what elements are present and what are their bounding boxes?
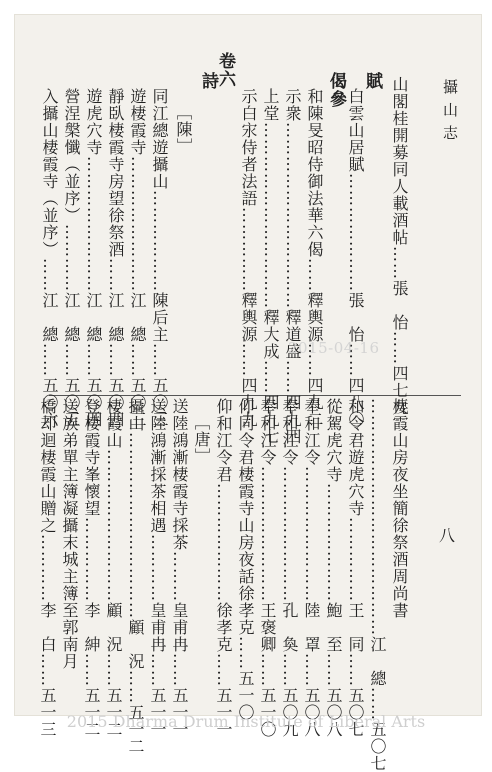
toc-line: 遊棲霞寺……………………江 總……五〇三: [128, 88, 147, 428]
date-watermark: 2015-04-16: [288, 339, 380, 357]
toc-line: 奉和江令……………………孔 奐……五〇九: [280, 398, 299, 738]
toc-line: 仰和江令君…………………徐孝克……五一一: [214, 398, 233, 738]
dynasty-label: ［陳］: [174, 104, 193, 155]
toc-line: 遊虎穴寺……………………江 總……五〇四: [84, 88, 103, 428]
toc-line: 白雲山居賦…………………張 怡……四八〇: [346, 88, 365, 428]
toc-line: 和令君遊虎穴寺……………王 同……五〇七: [346, 398, 365, 738]
toc-line: ……………………………………江 總……五〇七: [368, 398, 387, 772]
dynasty-label: ［唐］: [192, 414, 211, 465]
toc-line: 入攝山棲霞寺（並序）……江 總……五〇六: [40, 88, 59, 428]
toc-line: 棲霞山房夜坐簡徐祭酒周尚書: [390, 398, 409, 619]
page-number: 八: [439, 526, 456, 545]
toc-line: 送族弟單主簿凝攝末城主簿至郭南月: [60, 398, 79, 670]
toc-line: 靜臥棲霞寺房望徐祭酒……江 總……五〇四: [106, 88, 125, 428]
section-heading-jican: 偈參: [326, 72, 346, 108]
toc-line: 示衆……………………………釋道盛……四九四: [283, 88, 302, 445]
section-heading-fu: 賦: [362, 72, 382, 90]
toc-line: 營涅槃懺（並序）…………江 總……五〇五: [62, 88, 81, 428]
toc-line: 奉和江令……………………陸 罩……五〇八: [302, 398, 321, 738]
toc-line: 橋却迴棲霞山贈之…………李 白……五一三: [38, 398, 57, 738]
toc-line: 登棲霞寺峯懷望……………李 紳……五一二: [82, 398, 101, 738]
footer-watermark: 2015 Dharma Drum Institute of Liberal Arts: [66, 712, 426, 731]
toc-line: 棲霞山………………………顧 況……五一二: [104, 398, 123, 738]
toc-line: 從駕虎穴寺…………………鮑 至……五〇八: [324, 398, 343, 738]
toc-line: 奉和江令……………………王褒卿……五一〇: [258, 398, 277, 738]
toc-line: 示白㲾侍者法語……………釋輿源……四九九: [239, 88, 258, 428]
toc-line: 送陸鴻漸棲霞寺採茶………皇甫冉……五一一: [170, 398, 189, 738]
toc-line: 同江總遊攝山………………陳后主……五〇三: [150, 88, 169, 428]
page-title: 攝山志: [441, 79, 459, 148]
section-heading-shi: 詩: [198, 72, 218, 90]
toc-line: 攝山……………………………顧 況……五一二: [126, 398, 145, 755]
toc-line: 送陸鴻漸採茶相遇…………皇甫冉……五一一: [148, 398, 167, 738]
toc-line: 和陳旻昭侍御法華六偈……釋輿源……四九二: [305, 88, 324, 428]
toc-line: 上堂……………………………釋大成……四九七: [261, 88, 280, 445]
toc-line: 仰同令君棲霞寺山房夜話徐孝克……五一〇: [236, 398, 255, 721]
toc-line: 山閣桂開募同人載酒帖……張 怡……四七九: [390, 76, 409, 416]
volume-heading: 卷六: [215, 52, 235, 88]
